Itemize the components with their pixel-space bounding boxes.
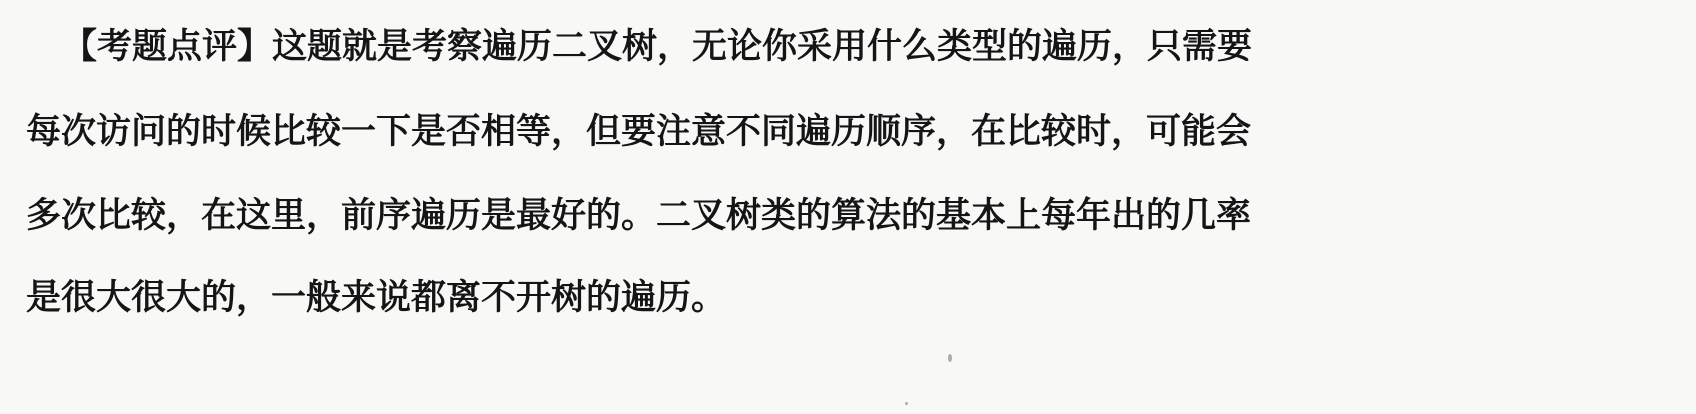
scan-speck [905,402,908,405]
scan-speck [948,354,952,362]
paragraph-line-1: 【考题点评】这题就是考察遍历二叉树，无论你采用什么类型的遍历，只需要 [62,26,1253,67]
paragraph-line-3: 多次比较，在这里，前序遍历是最好的。二叉树类的算法的基本上每年出的几率 [26,195,1252,236]
paragraph-line-4: 是很大很大的，一般来说都离不开树的遍历。 [26,277,727,318]
paragraph-line-2: 每次访问的时候比较一下是否相等，但要注意不同遍历顺序，在比较时，可能会 [26,111,1252,152]
